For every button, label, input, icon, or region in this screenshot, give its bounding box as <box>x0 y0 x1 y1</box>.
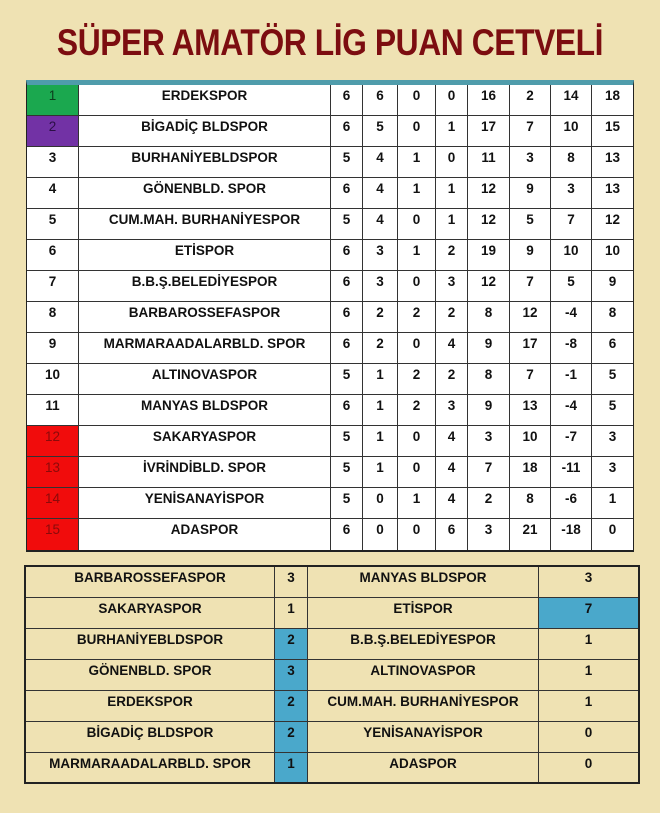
drawn: 1 <box>398 240 436 270</box>
rank-cell: 10 <box>27 364 79 394</box>
goals-against: 7 <box>510 364 551 394</box>
page-title: SÜPER AMATÖR LİG PUAN CETVELİ <box>56 22 604 63</box>
won: 3 <box>363 240 398 270</box>
result-row <box>26 691 638 722</box>
rank-cell: 3 <box>27 147 79 177</box>
points: 13 <box>604 181 621 196</box>
goals-against: 5 <box>510 209 551 239</box>
team-name: ADASPOR <box>79 519 331 550</box>
away-team: YENİSANAYİSPOR <box>308 722 539 752</box>
home-team: BURHANİYEBLDSPOR <box>26 629 275 659</box>
standings-row <box>27 333 633 364</box>
standings-row <box>27 209 633 240</box>
goals-for: 17 <box>468 116 510 146</box>
points: 3 <box>608 460 617 475</box>
played: 6 <box>331 85 363 115</box>
points: 10 <box>604 243 621 258</box>
away-score: 1 <box>584 632 593 647</box>
goal-difference: -11 <box>551 457 592 487</box>
home-team: ERDEKSPOR <box>26 691 275 721</box>
goal-difference: -4 <box>551 395 592 425</box>
goals-against: 13 <box>510 395 551 425</box>
goal-difference: -7 <box>551 426 592 456</box>
home-score: 1 <box>275 598 308 628</box>
drawn: 1 <box>398 147 436 177</box>
goals-for: 7 <box>468 457 510 487</box>
won: 1 <box>363 457 398 487</box>
rank-cell: 2 <box>27 116 79 146</box>
played: 6 <box>331 271 363 301</box>
goals-for: 3 <box>468 426 510 456</box>
home-team: BİGADİÇ BLDSPOR <box>26 722 275 752</box>
result-row <box>26 567 638 598</box>
rank-cell: 11 <box>27 395 79 425</box>
points: 5 <box>608 367 617 382</box>
rank-cell: 14 <box>27 488 79 518</box>
won: 0 <box>363 519 398 550</box>
goal-difference: 5 <box>551 271 592 301</box>
points: 13 <box>604 150 621 165</box>
away-team: CUM.MAH. BURHANİYESPOR <box>308 691 539 721</box>
goals-against: 8 <box>510 488 551 518</box>
standings-row <box>27 488 633 519</box>
result-row <box>26 753 638 782</box>
team-name: YENİSANAYİSPOR <box>79 488 331 518</box>
standings-row <box>27 426 633 457</box>
won: 4 <box>363 209 398 239</box>
goal-difference: 10 <box>551 116 592 146</box>
away-score: 0 <box>584 725 593 740</box>
goals-for: 12 <box>468 209 510 239</box>
away-score: 0 <box>584 756 593 771</box>
home-team: BARBAROSSEFASPOR <box>26 567 275 597</box>
played: 6 <box>331 333 363 363</box>
drawn: 0 <box>398 85 436 115</box>
rank-cell: 1 <box>27 85 79 115</box>
standings-row <box>27 395 633 426</box>
won: 1 <box>363 364 398 394</box>
played: 6 <box>331 302 363 332</box>
home-score: 2 <box>275 691 308 721</box>
played: 5 <box>331 209 363 239</box>
played: 5 <box>331 457 363 487</box>
points: 0 <box>608 522 617 537</box>
goals-against: 9 <box>510 178 551 208</box>
lost: 1 <box>436 209 468 239</box>
rank-cell: 12 <box>27 426 79 456</box>
points: 8 <box>608 305 617 320</box>
away-score: 1 <box>584 694 593 709</box>
goal-difference: -6 <box>551 488 592 518</box>
lost: 2 <box>436 364 468 394</box>
won: 0 <box>363 488 398 518</box>
rank-cell: 6 <box>27 240 79 270</box>
won: 3 <box>363 271 398 301</box>
drawn: 0 <box>398 457 436 487</box>
drawn: 2 <box>398 364 436 394</box>
drawn: 1 <box>398 178 436 208</box>
lost: 1 <box>436 178 468 208</box>
away-team: ETİSPOR <box>308 598 539 628</box>
team-name: CUM.MAH. BURHANİYESPOR <box>79 209 331 239</box>
goals-against: 17 <box>510 333 551 363</box>
team-name: B.B.Ş.BELEDİYESPOR <box>79 271 331 301</box>
goals-for: 8 <box>468 302 510 332</box>
goal-difference: 10 <box>551 240 592 270</box>
team-name: SAKARYASPOR <box>79 426 331 456</box>
rank-cell: 5 <box>27 209 79 239</box>
lost: 4 <box>436 457 468 487</box>
goals-for: 9 <box>468 333 510 363</box>
goal-difference: 8 <box>551 147 592 177</box>
away-team: ADASPOR <box>308 753 539 782</box>
rank-cell: 15 <box>27 519 79 550</box>
team-name: ALTINOVASPOR <box>79 364 331 394</box>
goals-against: 10 <box>510 426 551 456</box>
rank-cell: 13 <box>27 457 79 487</box>
standings-row <box>27 116 633 147</box>
drawn: 0 <box>398 271 436 301</box>
standings-row <box>27 302 633 333</box>
played: 6 <box>331 116 363 146</box>
standings-row <box>27 519 633 550</box>
team-name: MANYAS BLDSPOR <box>79 395 331 425</box>
goals-against: 18 <box>510 457 551 487</box>
lost: 0 <box>436 85 468 115</box>
goals-against: 2 <box>510 85 551 115</box>
away-score: 7 <box>539 598 638 628</box>
home-score: 1 <box>275 753 308 782</box>
team-name: ETİSPOR <box>79 240 331 270</box>
lost: 1 <box>436 116 468 146</box>
team-name: BİGADİÇ BLDSPOR <box>79 116 331 146</box>
played: 5 <box>331 426 363 456</box>
goal-difference: -1 <box>551 364 592 394</box>
lost: 4 <box>436 488 468 518</box>
won: 1 <box>363 395 398 425</box>
goals-for: 8 <box>468 364 510 394</box>
won: 1 <box>363 426 398 456</box>
goals-against: 21 <box>510 519 551 550</box>
points: 15 <box>604 119 621 134</box>
lost: 0 <box>436 147 468 177</box>
away-team: B.B.Ş.BELEDİYESPOR <box>308 629 539 659</box>
results-table <box>24 565 640 784</box>
played: 5 <box>331 147 363 177</box>
won: 5 <box>363 116 398 146</box>
home-score: 2 <box>275 722 308 752</box>
team-name: BURHANİYEBLDSPOR <box>79 147 331 177</box>
goals-for: 9 <box>468 395 510 425</box>
drawn: 0 <box>398 426 436 456</box>
lost: 2 <box>436 302 468 332</box>
goals-against: 7 <box>510 116 551 146</box>
goal-difference: 14 <box>551 85 592 115</box>
standings-row <box>27 178 633 209</box>
standings-row <box>27 240 633 271</box>
standings-row <box>27 85 633 116</box>
goals-against: 12 <box>510 302 551 332</box>
goals-against: 9 <box>510 240 551 270</box>
points: 18 <box>604 88 621 103</box>
standings-row <box>27 364 633 395</box>
goals-for: 16 <box>468 85 510 115</box>
won: 2 <box>363 333 398 363</box>
won: 2 <box>363 302 398 332</box>
home-score: 3 <box>275 660 308 690</box>
drawn: 0 <box>398 333 436 363</box>
standings-row <box>27 147 633 178</box>
result-row <box>26 629 638 660</box>
played: 6 <box>331 240 363 270</box>
goals-for: 11 <box>468 147 510 177</box>
result-row <box>26 660 638 691</box>
drawn: 0 <box>398 209 436 239</box>
home-team: GÖNENBLD. SPOR <box>26 660 275 690</box>
goals-against: 7 <box>510 271 551 301</box>
team-name: BARBAROSSEFASPOR <box>79 302 331 332</box>
goal-difference: 3 <box>551 178 592 208</box>
points: 6 <box>608 336 617 351</box>
away-team: MANYAS BLDSPOR <box>308 567 539 597</box>
away-team: ALTINOVASPOR <box>308 660 539 690</box>
team-name: İVRİNDİBLD. SPOR <box>79 457 331 487</box>
rank-cell: 8 <box>27 302 79 332</box>
won: 4 <box>363 178 398 208</box>
lost: 4 <box>436 333 468 363</box>
lost: 6 <box>436 519 468 550</box>
points: 1 <box>608 491 617 506</box>
goals-for: 2 <box>468 488 510 518</box>
drawn: 1 <box>398 488 436 518</box>
goal-difference: -4 <box>551 302 592 332</box>
drawn: 0 <box>398 116 436 146</box>
drawn: 2 <box>398 302 436 332</box>
played: 5 <box>331 488 363 518</box>
goals-for: 12 <box>468 271 510 301</box>
played: 5 <box>331 364 363 394</box>
points: 12 <box>604 212 621 227</box>
home-team: SAKARYASPOR <box>26 598 275 628</box>
played: 6 <box>331 178 363 208</box>
goals-against: 3 <box>510 147 551 177</box>
away-score: 1 <box>584 663 593 678</box>
home-team: MARMARAADALARBLD. SPOR <box>26 753 275 782</box>
goals-for: 19 <box>468 240 510 270</box>
home-score: 3 <box>275 567 308 597</box>
goals-for: 3 <box>468 519 510 550</box>
goals-for: 12 <box>468 178 510 208</box>
rank-cell: 4 <box>27 178 79 208</box>
won: 4 <box>363 147 398 177</box>
points: 3 <box>608 429 617 444</box>
played: 6 <box>331 519 363 550</box>
lost: 4 <box>436 426 468 456</box>
points: 5 <box>608 398 617 413</box>
home-score: 2 <box>275 629 308 659</box>
drawn: 0 <box>398 519 436 550</box>
result-row <box>26 598 638 629</box>
lost: 2 <box>436 240 468 270</box>
standings-row <box>27 271 633 302</box>
lost: 3 <box>436 271 468 301</box>
team-name: MARMARAADALARBLD. SPOR <box>79 333 331 363</box>
team-name: GÖNENBLD. SPOR <box>79 178 331 208</box>
rank-cell: 9 <box>27 333 79 363</box>
goal-difference: -8 <box>551 333 592 363</box>
team-name: ERDEKSPOR <box>79 85 331 115</box>
standings-row <box>27 457 633 488</box>
won: 6 <box>363 85 398 115</box>
points: 9 <box>608 274 617 289</box>
goal-difference: -18 <box>551 519 592 550</box>
played: 6 <box>331 395 363 425</box>
rank-cell: 7 <box>27 271 79 301</box>
lost: 3 <box>436 395 468 425</box>
goal-difference: 7 <box>551 209 592 239</box>
standings-table <box>26 80 634 552</box>
drawn: 2 <box>398 395 436 425</box>
away-score: 3 <box>584 570 593 585</box>
result-row <box>26 722 638 753</box>
